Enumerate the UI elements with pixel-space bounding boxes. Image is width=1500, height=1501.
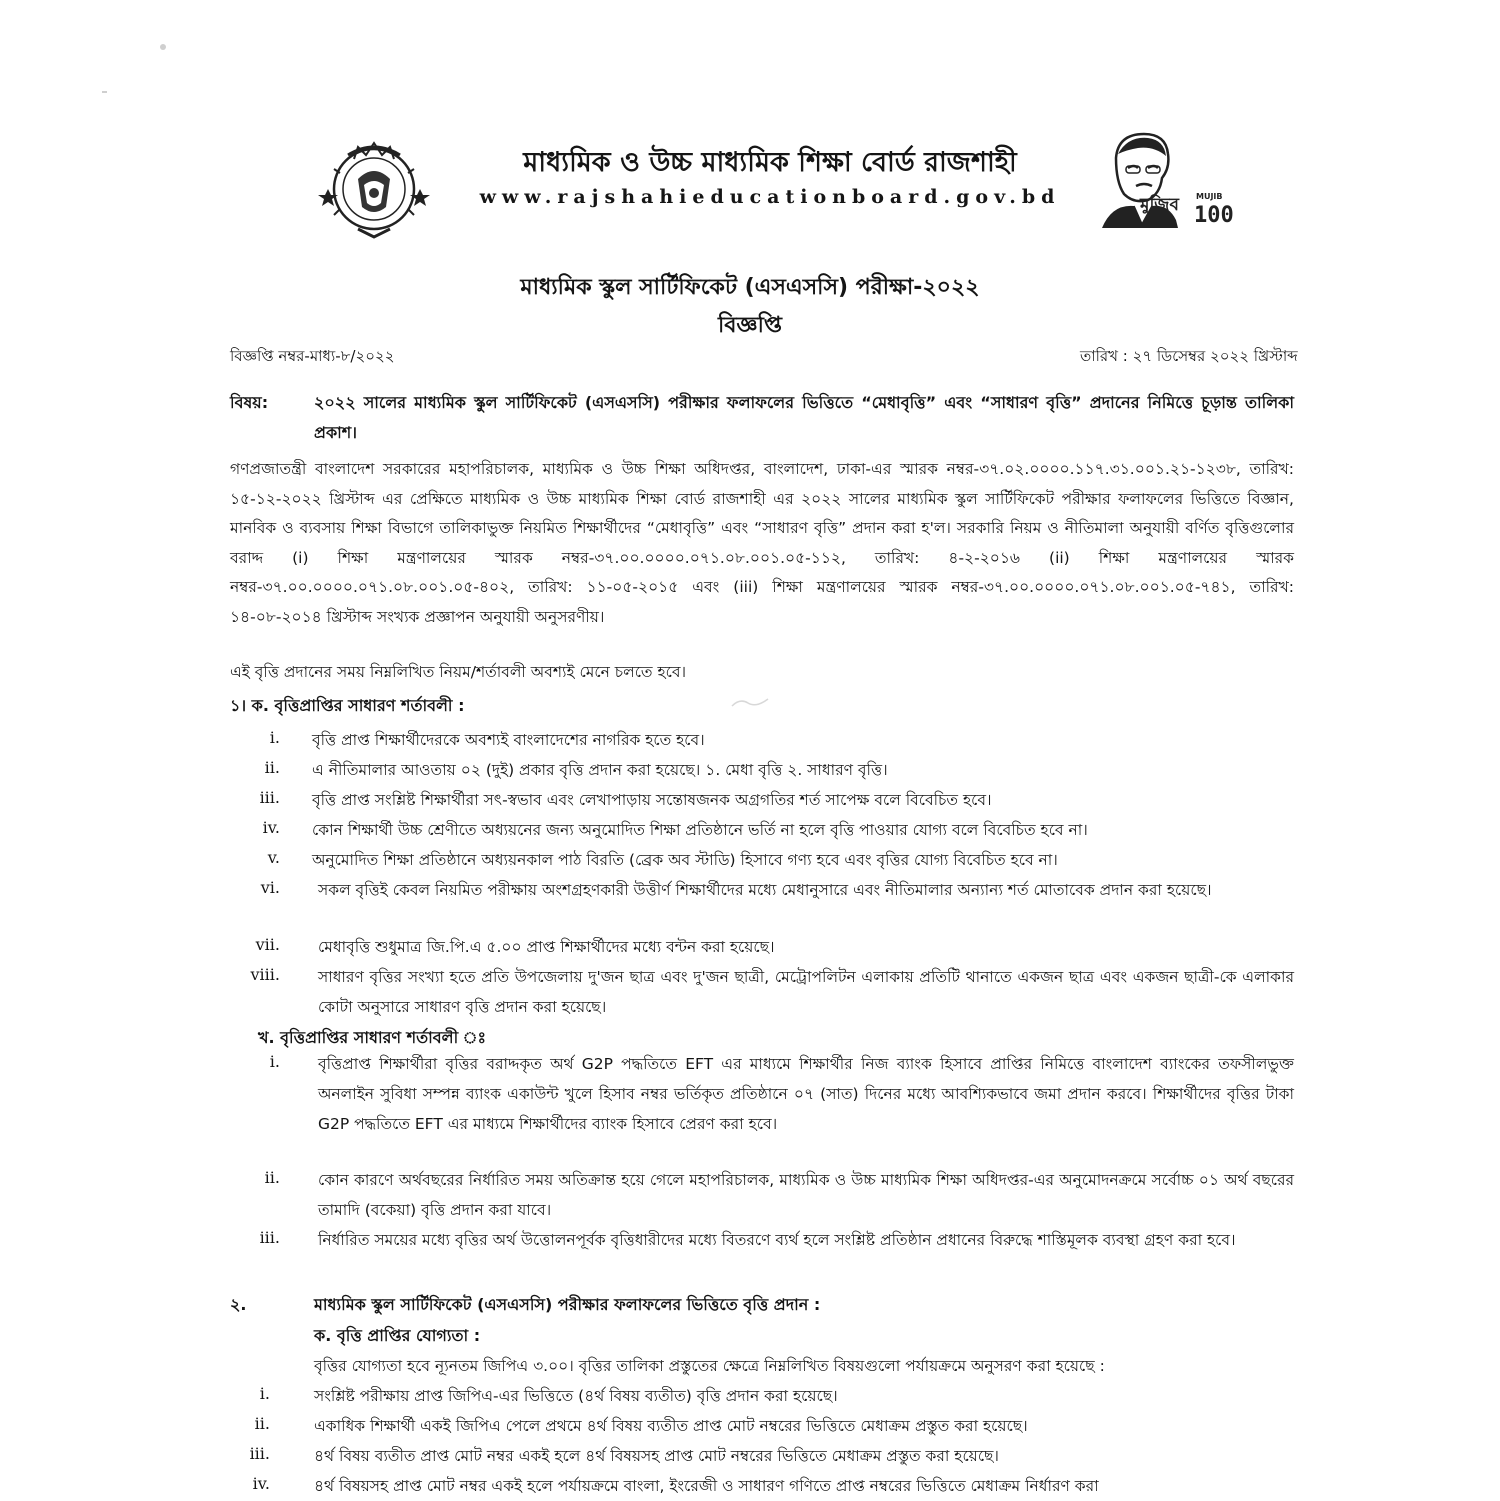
mujib-logo-en: MUJIB [1196, 192, 1223, 201]
list-number: vi. [260, 878, 280, 897]
section2-intro: বৃত্তির যোগ্যতা হবে ন্যূনতম জিপিএ ৩.০০। বৃত্তির তালিকা প্রস্তুতের ক্ষেত্রে নিম্নলিখিত বিষয়গুলো পর্যায়ক্রমে অনুসরণ করা হয়েছে : [314, 1357, 1105, 1375]
list-item: মেধাবৃত্তি শুধুমাত্র জি.পি.এ ৫.০০ প্রাপ্ত শিক্ষার্থীদের মধ্যে বন্টন করা হয়েছে। [318, 938, 775, 956]
list-number: viii. [250, 965, 280, 984]
list-number: iii. [259, 1228, 280, 1247]
notice-date: তারিখ : ২৭ ডিসেম্বর ২০২২ খ্রিস্টাব্দ [1080, 347, 1298, 365]
list-item: নির্ধারিত সময়ের মধ্যে বৃত্তির অর্থ উত্তোলনপূর্বক বৃত্তিধারীদের মধ্যে বিতরণে ব্যর্থ হলে সংশ্লিষ্ট প্রতিষ্ঠান প্রধানের বিরুদ্ধে শাস্তিমূলক ব্যবস্থা গ্রহণ করা হবে। [318, 1231, 1236, 1249]
list-number: i. [259, 1384, 270, 1403]
body-rules-intro: এই বৃত্তি প্রদানের সময় নিম্নলিখিত নিয়ম/শর্তাবলী অবশ্যই মেনে চলতে হবে। [230, 663, 687, 681]
mujib-logo-bn: মুজিব [1140, 195, 1179, 215]
subject-text: ২০২২ সালের মাধ্যমিক স্কুল সার্টিফিকেট (এসএসসি) পরীক্ষার ফলাফলের ভিত্তিতে “মেধাবৃত্তি” এবং “সাধারণ বৃত্তি” প্রদানের নিমিত্তে চূড়ান্ত তালিকা প্রকাশ। [314, 393, 1294, 442]
notice-number: বিজ্ঞপ্তি নম্বর-মাধ্য-৮/২০২২ [230, 347, 395, 365]
list-item: ৪র্থ বিষয়সহ প্রাপ্ত মোট নম্বর একই হলে পর্যায়ক্রমে বাংলা, ইংরেজী ও সাধারণ গণিতে প্রাপ্ত নম্বরের ভিত্তিতে মেধাক্রম নির্ধারণ করা [314, 1477, 1099, 1495]
list-item: কোন কারণে অর্থবছরের নির্ধারিত সময় অতিক্রান্ত হয়ে গেলে মহাপরিচালক, মাধ্যমিক ও উচ্চ মাধ্যমিক শিক্ষা অধিদপ্তর-এর অনুমোদনক্রমে সর্বোচ্চ ০১ অর্থ বছরের তামাদি (বকেয়া) বৃত্তি প্রদান করা যাবে। [318, 1171, 1294, 1219]
section1-ka-heading: ১। ক. বৃত্তিপ্রাপ্তির সাধারণ শর্তাবলী : [230, 696, 465, 715]
list-number: vii. [255, 935, 280, 954]
list-item: সাধারণ বৃত্তির সংখ্যা হতে প্রতি উপজেলায় দু'জন ছাত্র এবং দু'জন ছাত্রী, মেট্রোপলিটন এলাকায় প্রতিটি থানাতে একজন ছাত্র এবং একজন ছাত্রী-কে এলাকার কোটা অনুসারে সাধারণ বৃত্তি প্রদান করা হয়েছে। [318, 968, 1294, 1016]
list-number: v. [267, 848, 280, 867]
scan-smudge [730, 694, 770, 710]
section2-subheading: ক. বৃত্তি প্রাপ্তির যোগ্যতা : [314, 1326, 481, 1345]
board-name: মাধ্যমিক ও উচ্চ মাধ্যমিক শিক্ষা বোর্ড রাজশাহী [523, 147, 1017, 178]
list-number: ii. [254, 1414, 270, 1433]
notice-title: বিজ্ঞপ্তি [718, 313, 782, 338]
scan-speck [102, 91, 107, 93]
list-item: বৃত্তি প্রাপ্ত শিক্ষার্থীদেরকে অবশ্যই বাংলাদেশের নাগরিক হতে হবে। [312, 731, 705, 749]
subject-label: বিষয়: [230, 393, 269, 412]
exam-title: মাধ্যমিক স্কুল সার্টিফিকেট (এসএসসি) পরীক্ষা-২০২২ [520, 275, 980, 300]
section1-kha-heading: খ. বৃত্তিপ্রাপ্তির সাধারণ শর্তাবলী ঃ [258, 1028, 487, 1047]
body-paragraph: গণপ্রজাতন্ত্রী বাংলাদেশ সরকারের মহাপরিচালক, মাধ্যমিক ও উচ্চ শিক্ষা অধিদপ্তর, বাংলাদেশ, ঢাকা-এর স্মারক নম্বর-৩৭.০২.০০০০.১১৭.৩১.০০১.২১-১২৩৮, তারিখ: ১৫-১২-২০২২ খ্রিস্টাব্দ এর প্রেক্ষিতে মাধ্যমিক ও উচ্চ মাধ্যমিক শিক্ষা বোর্ড রাজশাহী এর ২০২২ সালের মাধ্যমিক স্কুল সার্টিফিকেট পরীক্ষার ফলাফলের ভিত্তিতে বিজ্ঞান, মানবিক ও ব্যবসায় শিক্ষা বিভাগে তালিকাভুক্ত নিয়মিত শিক্ষার্থীদের “মেধাবৃত্তি” এবং “সাধারণ বৃত্তি” প্রদান করা হ'ল। সরকারি নিয়ম ও নীতিমালা অনুযায়ী বর্ণিত বৃত্তিগুলোর বরাদ্দ (i) শিক্ষা মন্ত্রণালয়ের স্মারক নম্বর-৩৭.০০.০০০০.০৭১.০৮.০০১.০৫-১১২, তারিখ: ৪-২-২০১৬ (ii) শিক্ষা মন্ত্রণালয়ের স্মারক নম্বর-৩৭.০০.০০০০.০৭১.০৮.০০১.০৫-৪০২, তারিখ: ১১-০৫-২০১৫ এবং (iii) শিক্ষা মন্ত্রণালয়ের স্মারক নম্বর-৩৭.০০.০০০০.০৭১.০৮.০০১.০৫-৭৪১, তারিখ: ১৪-০৮-২০১৪ খ্রিস্টাব্দ সংখ্যক প্রজ্ঞাপন অনুযায়ী অনুসরণীয়। [230, 460, 1294, 626]
list-item: ৪র্থ বিষয় ব্যতীত প্রাপ্ত মোট নম্বর একই হলে ৪র্থ বিষয়সহ প্রাপ্ত মোট নম্বরের ভিত্তিতে মেধাক্রম প্রস্তুত করা হয়েছে। [314, 1447, 999, 1465]
list-item: অনুমোদিত শিক্ষা প্রতিষ্ঠানে অধ্যয়নকাল পাঠ বিরতি (ব্রেক অব স্টাডি) হিসাবে গণ্য হবে এবং বৃত্তির যোগ্য বিবেচিত হবে না। [312, 851, 1058, 869]
list-number: ii. [264, 1168, 280, 1187]
list-item: বৃত্তিপ্রাপ্ত শিক্ষার্থীরা বৃত্তির বরাদ্দকৃত অর্থ G2P পদ্ধতিতে EFT এর মাধ্যমে শিক্ষার্থীর নিজ ব্যাংক হিসাবে প্রাপ্তির নিমিত্তে বাংলাদেশ ব্যাংকের তফসীলভুক্ত অনলাইন সুবিধা সম্পন্ন ব্যাংক একাউন্ট খুলে হিসাব নম্বর ভর্তিকৃত প্রতিষ্ঠানে ০৭ (সাত) দিনের মধ্যে আবশ্যিকভাবে জমা প্রদান করবে। শিক্ষার্থীদের বৃত্তির টাকা G2P পদ্ধতিতে EFT এর মাধ্যমে শিক্ষার্থীদের ব্যাংক হিসাবে প্রেরণ করা হবে। [318, 1055, 1294, 1133]
scan-speck [160, 44, 166, 50]
list-item: সকল বৃত্তিই কেবল নিয়মিত পরীক্ষায় অংশগ্রহণকারী উত্তীর্ণ শিক্ষার্থীদের মধ্যে মেধানুসারে এবং নীতিমালার অন্যান্য শর্ত মোতাবেক প্রদান করা হয়েছে। [318, 881, 1212, 899]
list-item: এ নীতিমালার আওতায় ০২ (দুই) প্রকার বৃত্তি প্রদান করা হয়েছে। ১. মেধা বৃত্তি ২. সাধারণ বৃত্তি। [312, 761, 888, 779]
board-seal-icon [318, 133, 430, 245]
board-website: www.rajshahieducationboard.gov.bd [479, 186, 1061, 208]
list-item: বৃত্তি প্রাপ্ত সংশ্লিষ্ট শিক্ষার্থীরা সৎ-স্বভাব এবং লেখাপাড়ায় সন্তোষজনক অগ্রগতির শর্ত সাপেক্ষ বলে বিবেচিত হবে। [312, 791, 992, 809]
list-number: i. [269, 728, 280, 747]
list-item: সংশ্লিষ্ট পরীক্ষায় প্রাপ্ত জিপিএ-এর ভিত্তিতে (৪র্থ বিষয় ব্যতীত) বৃত্তি প্রদান করা হয়েছে। [314, 1387, 838, 1405]
list-number: iv. [252, 1474, 270, 1493]
mujib-logo-100: 100 [1194, 203, 1234, 228]
section2-number: ২. [230, 1295, 247, 1314]
list-number: i. [269, 1052, 280, 1071]
list-number: ii. [264, 758, 280, 777]
list-number: iii. [259, 788, 280, 807]
list-item: একাধিক শিক্ষার্থী একই জিপিএ পেলে প্রথমে ৪র্থ বিষয় ব্যতীত প্রাপ্ত মোট নম্বরের ভিত্তিতে মেধাক্রম প্রস্তুত করা হয়েছে। [314, 1417, 1028, 1435]
list-number: iv. [262, 818, 280, 837]
list-item: কোন শিক্ষার্থী উচ্চ শ্রেণীতে অধ্যয়নের জন্য অনুমোদিত শিক্ষা প্রতিষ্ঠানে ভর্তি না হলে বৃত্তি পাওয়ার যোগ্য বলে বিবেচিত হবে না। [312, 821, 1088, 839]
section2-heading: মাধ্যমিক স্কুল সার্টিফিকেট (এসএসসি) পরীক্ষার ফলাফলের ভিত্তিতে বৃত্তি প্রদান : [314, 1295, 821, 1314]
list-number: iii. [249, 1444, 270, 1463]
